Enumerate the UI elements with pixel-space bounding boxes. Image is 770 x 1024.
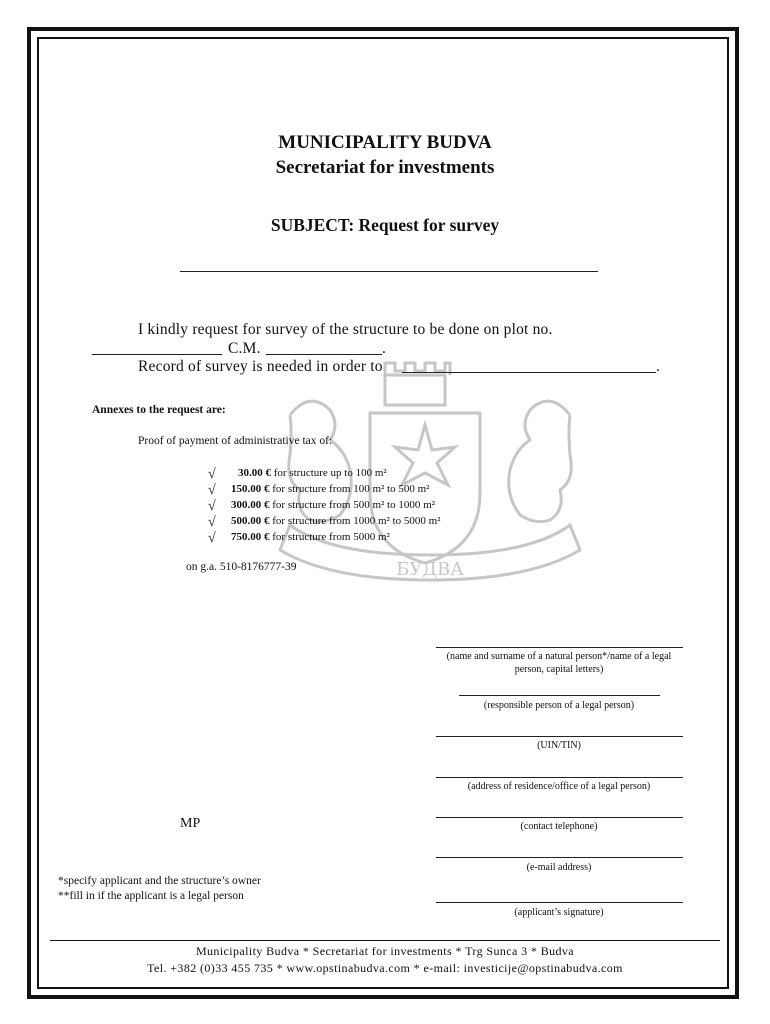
responsible-person-field[interactable] — [459, 695, 660, 696]
phone-field[interactable] — [436, 817, 683, 818]
footer-divider — [50, 940, 720, 941]
account-number: on g.a. 510-8176777-39 — [186, 561, 297, 573]
checkbox-tick-icon: √ — [208, 515, 216, 530]
email-caption: (e-mail address) — [526, 862, 592, 873]
fee-item[interactable] — [208, 529, 390, 547]
fee-desc: for structure up to 100 m² — [273, 467, 387, 479]
fee-amount: 30.00 € — [238, 467, 271, 479]
plot-blank-field[interactable] — [266, 354, 382, 355]
signature-caption: (applicant’s signature) — [514, 907, 604, 918]
municipality-title: MUNICIPALITY BUDVA — [278, 132, 492, 153]
cm-period: . — [382, 340, 387, 357]
email-field[interactable] — [436, 857, 683, 858]
note-legal-person: **fill in if the applicant is a legal person — [58, 890, 244, 902]
record-text: Record of survey is needed in order to — [138, 358, 383, 375]
checkbox-tick-icon: √ — [208, 499, 216, 514]
fee-amount: 150.00 € — [231, 483, 270, 495]
cm-blank-field[interactable] — [92, 354, 222, 355]
secretariat-title: Secretariat for investments — [275, 157, 495, 178]
purpose-blank-field[interactable] — [402, 372, 656, 373]
signature-field[interactable] — [436, 902, 683, 903]
uin-caption: (UIN/TIN) — [537, 740, 581, 751]
mp-stamp-label: MP — [180, 816, 201, 831]
fee-desc: for structure from 5000 m² — [272, 531, 390, 543]
note-applicant: *specify applicant and the structure’s owner — [58, 875, 261, 887]
annexes-title: Annexes to the request are: — [92, 404, 226, 416]
address-field[interactable] — [436, 777, 683, 778]
record-period: . — [656, 358, 661, 375]
subject-title: SUBJECT: Request for survey — [270, 215, 500, 235]
checkbox-tick-icon: √ — [208, 483, 216, 498]
footer-contact: Tel. +382 (0)33 455 735 * www.opstinabudva.com * e-mail: investicije@opstinabudva.com — [147, 961, 623, 975]
proof-text: Proof of payment of administrative tax of: — [138, 435, 333, 447]
phone-caption: (contact telephone) — [520, 821, 598, 832]
address-caption: (address of residence/office of a legal person) — [467, 781, 651, 792]
name-caption: (name and surname of a natural person*/name of a legal person, capital letters) — [446, 651, 672, 675]
subject-line — [180, 271, 598, 272]
request-text: I kindly request for survey of the structure to be done on plot no. — [138, 321, 553, 338]
watermark-text: БУДВА — [396, 559, 464, 580]
fee-amount: 750.00 € — [231, 531, 270, 543]
checkbox-tick-icon: √ — [208, 531, 216, 546]
responsible-caption: (responsible person of a legal person) — [483, 700, 635, 711]
name-field[interactable] — [436, 647, 683, 648]
fee-amount: 300.00 € — [231, 499, 270, 511]
fee-amount: 500.00 € — [231, 515, 270, 527]
uin-field[interactable] — [436, 736, 683, 737]
cm-label: C.M. — [228, 340, 261, 357]
checkbox-tick-icon: √ — [208, 467, 216, 482]
fee-desc: for structure from 1000 m² to 5000 m² — [272, 515, 441, 527]
footer-address: Municipality Budva * Secretariat for investments * Trg Sunca 3 * Budva — [195, 944, 575, 958]
fee-desc: for structure from 100 m² to 500 m² — [272, 483, 430, 495]
fee-desc: for structure from 500 m² to 1000 m² — [272, 499, 435, 511]
